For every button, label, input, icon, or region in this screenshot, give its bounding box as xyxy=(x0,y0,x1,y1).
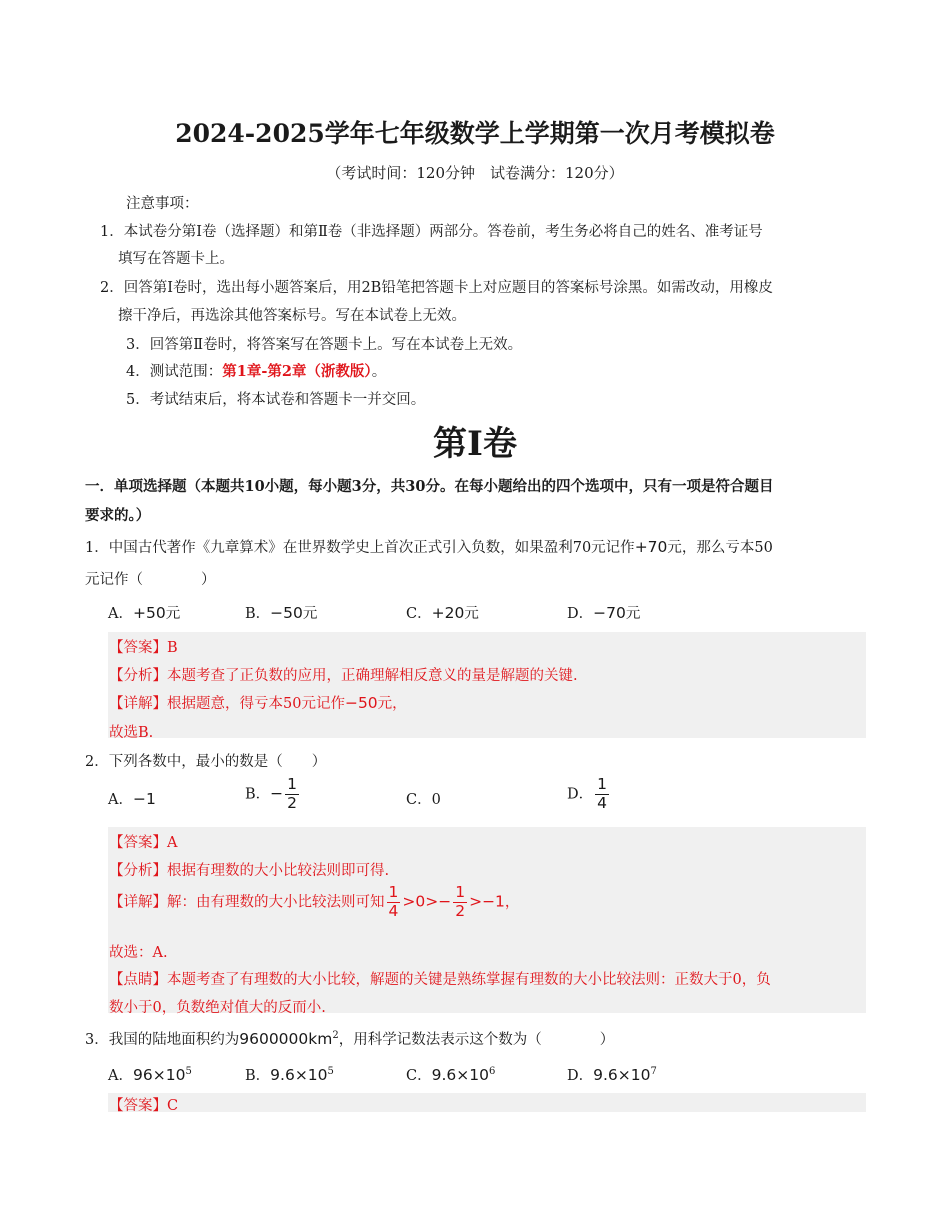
exam-title: 2024-2025学年七年级数学上学期第一次月考模拟卷 xyxy=(175,119,775,148)
q2-option-b-sign: − xyxy=(270,784,284,803)
q2-option-d-numerator: 1 xyxy=(597,775,608,793)
q1-answer xyxy=(109,636,178,657)
note-5: 5．考试结束后，将本试卷和答题卡一并交回。 xyxy=(126,392,426,408)
q2-answer-value: A xyxy=(167,835,178,851)
q2-option-d-fraction xyxy=(595,776,609,813)
q2-option-c xyxy=(406,788,441,809)
q1-analysis-text: 本题考查了正负数的应用，正确理解相反意义的量是解题的关键. xyxy=(167,668,578,684)
q2-detail-fraction-1 xyxy=(387,884,401,921)
q1-option-b-sign: − xyxy=(270,604,284,622)
q1-detail-tag: 【详解】 xyxy=(109,696,167,712)
q2-option-a-label: A． xyxy=(108,792,133,808)
q3-answer-value: C xyxy=(167,1098,179,1114)
q2-detail xyxy=(109,884,519,921)
q3-stem-value: 9600000 xyxy=(239,1030,309,1048)
q3-option-d xyxy=(567,1064,657,1085)
q2-option-d-label: D． xyxy=(567,786,594,803)
section-1-line-2: 要求的。） xyxy=(85,507,151,524)
q3-option-c-coefficient: 9.6 xyxy=(431,1066,457,1084)
q2-conclusion: 故选：A. xyxy=(109,945,168,961)
q1-option-c-sign: + xyxy=(431,604,445,622)
q3-option-c-label: C． xyxy=(406,1068,432,1084)
q1-conclusion: 故选B. xyxy=(109,725,154,741)
q1-answer-tag: 【答案】 xyxy=(109,640,167,656)
q1-option-a-unit: 元 xyxy=(165,606,181,622)
q3-stem xyxy=(85,1028,614,1049)
q1-option-d-number: 70 xyxy=(606,604,626,622)
notes-heading: 注意事项： xyxy=(126,196,199,212)
q2-analysis-tag: 【分析】 xyxy=(109,863,167,879)
q2-detail-fraction-2-numerator: 1 xyxy=(455,883,466,901)
note-4 xyxy=(126,360,386,381)
q2-detail-inequality: >0>− xyxy=(402,892,452,911)
q3-option-c xyxy=(406,1064,495,1085)
q1-option-c-unit: 元 xyxy=(464,606,479,622)
q1-option-c-number: 20 xyxy=(444,604,465,622)
q1-option-d-sign: − xyxy=(593,604,607,622)
note-1-line-2: 填写在答题卡上。 xyxy=(118,251,234,267)
q3-option-d-exponent: 7 xyxy=(650,1066,657,1078)
q2-option-a-value: −1 xyxy=(132,790,156,808)
q3-option-a-coefficient: 96 xyxy=(132,1066,153,1084)
q3-option-b-coefficient: 9.6 xyxy=(270,1066,295,1084)
q2-option-d-denominator: 4 xyxy=(597,793,608,812)
note-4-prefix: 4．测试范围： xyxy=(126,364,223,380)
q1-answer-box xyxy=(108,632,866,738)
q1-option-c-label: C． xyxy=(406,606,432,622)
q3-answer-tag: 【答案】 xyxy=(109,1098,167,1114)
exam-subtitle: （考试时间：120分钟 试卷满分：120分） xyxy=(326,164,624,182)
section-1-line-1: 一．单项选择题（本题共10小题，每小题3分，共30分。在每小题给出的四个选项中，只有一项是符合题目 xyxy=(85,478,774,495)
q2-stem: 2．下列各数中，最小的数是（ ） xyxy=(85,754,327,770)
q3-option-c-base: ×10 xyxy=(456,1066,489,1084)
q2-detail-fraction-2 xyxy=(453,884,467,921)
q2-remark-line-2: 数小于0，负数绝对值大的反而小. xyxy=(109,1000,326,1016)
q2-option-b-denominator: 2 xyxy=(287,793,298,812)
q1-option-d-unit: 元 xyxy=(625,606,641,622)
q1-stem-value: +70 xyxy=(634,538,668,556)
q3-option-c-exponent: 6 xyxy=(488,1066,496,1078)
q3-option-a xyxy=(108,1064,192,1085)
q2-option-b xyxy=(245,776,301,813)
q1-stem-text-a: 1．中国古代著作《九章算术》在世界数学史上首次正式引入负数，如果盈利70元记作 xyxy=(85,540,635,556)
q3-option-b-label: B． xyxy=(245,1068,271,1084)
q1-option-b-number: 50 xyxy=(283,604,303,622)
q2-answer xyxy=(109,831,177,852)
note-4-suffix: 。 xyxy=(371,364,387,380)
q3-option-d-label: D． xyxy=(567,1068,594,1084)
q1-stem-line-1 xyxy=(85,536,773,557)
note-2-line-1: 2．回答第Ⅰ卷时，选出每小题答案后，用2B铅笔把答题卡上对应题目的答案标号涂黑。如需改动，用橡皮 xyxy=(100,280,773,296)
q1-detail xyxy=(109,692,407,713)
q3-option-a-label: A． xyxy=(108,1068,133,1084)
q2-detail-tag: 【详解】 xyxy=(109,894,167,911)
q3-stem-unit: km xyxy=(308,1030,333,1048)
q2-option-b-numerator: 1 xyxy=(287,775,298,793)
q3-option-b xyxy=(245,1064,334,1085)
q1-detail-value: −50 xyxy=(344,694,378,712)
q3-answer-box xyxy=(108,1093,866,1112)
q2-detail-comma: ， xyxy=(504,894,520,911)
q2-analysis-text: 根据有理数的大小比较法则即可得. xyxy=(167,863,390,879)
q2-option-c-label: C． xyxy=(406,792,432,808)
q3-option-b-exponent: 5 xyxy=(327,1066,334,1078)
q1-option-c xyxy=(406,602,479,623)
q1-option-b xyxy=(245,602,317,623)
q1-option-a-number: 50 xyxy=(145,604,166,622)
note-2-line-2: 擦干净后，再选涂其他答案标号。写在本试卷上无效。 xyxy=(118,308,466,324)
q1-detail-text-b: 元， xyxy=(377,696,407,712)
q1-option-a-label: A． xyxy=(108,606,133,622)
volume-title: 第Ⅰ卷 xyxy=(433,424,517,464)
q1-analysis xyxy=(109,664,578,685)
q1-option-b-label: B． xyxy=(245,606,271,622)
q1-option-d-label: D． xyxy=(567,606,594,622)
q2-remark-line-1 xyxy=(109,968,771,989)
q3-option-d-base: ×10 xyxy=(617,1066,651,1084)
q1-option-a-sign: + xyxy=(132,604,146,622)
q1-analysis-tag: 【分析】 xyxy=(109,668,167,684)
q2-option-d xyxy=(567,776,611,813)
q2-detail-fraction-1-denominator: 4 xyxy=(388,901,399,920)
q1-detail-text-a: 根据题意，得亏本50元记作 xyxy=(167,696,345,712)
q2-option-a xyxy=(108,788,156,809)
q2-detail-text: 解：由有理数的大小比较法则可知 xyxy=(167,894,385,911)
q3-option-a-exponent: 5 xyxy=(185,1066,192,1078)
q3-answer xyxy=(109,1094,178,1115)
q2-option-b-fraction xyxy=(285,776,299,813)
q2-detail-fraction-1-numerator: 1 xyxy=(388,883,399,901)
note-1-line-1: 1．本试卷分第Ⅰ卷（选择题）和第Ⅱ卷（非选择题）两部分。答卷前，考生务必将自己的姓名、准考证号 xyxy=(100,224,763,240)
q2-option-b-label: B． xyxy=(245,786,271,803)
q1-option-b-unit: 元 xyxy=(302,606,318,622)
q2-detail-fraction-2-denominator: 2 xyxy=(455,901,466,920)
q1-option-d xyxy=(567,602,640,623)
q2-remark-tag: 【点睛】 xyxy=(109,972,167,988)
test-range: 第1章-第2章（浙教版） xyxy=(222,363,372,380)
q1-answer-value: B xyxy=(167,640,178,656)
q1-option-a xyxy=(108,602,180,623)
q3-option-d-coefficient: 9.6 xyxy=(593,1066,618,1084)
q3-stem-text-a: 3．我国的陆地面积约为 xyxy=(85,1032,240,1048)
q2-option-c-value: 0 xyxy=(431,792,441,808)
q2-answer-tag: 【答案】 xyxy=(109,835,167,851)
q3-option-b-base: ×10 xyxy=(294,1066,328,1084)
q2-remark-text-a: 本题考查了有理数的大小比较，解题的关键是熟练掌握有理数的大小比较法则：正数大于0，负 xyxy=(167,972,771,988)
q3-stem-text-b: ，用科学记数法表示这个数为（ ） xyxy=(338,1032,615,1048)
note-3: 3．回答第Ⅱ卷时，将答案写在答题卡上。写在本试卷上无效。 xyxy=(126,337,523,353)
q1-stem-line-2: 元记作（ ） xyxy=(85,572,216,588)
q2-analysis xyxy=(109,859,389,880)
q1-stem-text-b: 元，那么亏本50 xyxy=(667,540,773,556)
q2-detail-inequality-end: >−1 xyxy=(469,892,505,911)
q3-option-a-base: ×10 xyxy=(152,1066,186,1084)
q3-stem-exponent: 2 xyxy=(332,1030,339,1042)
